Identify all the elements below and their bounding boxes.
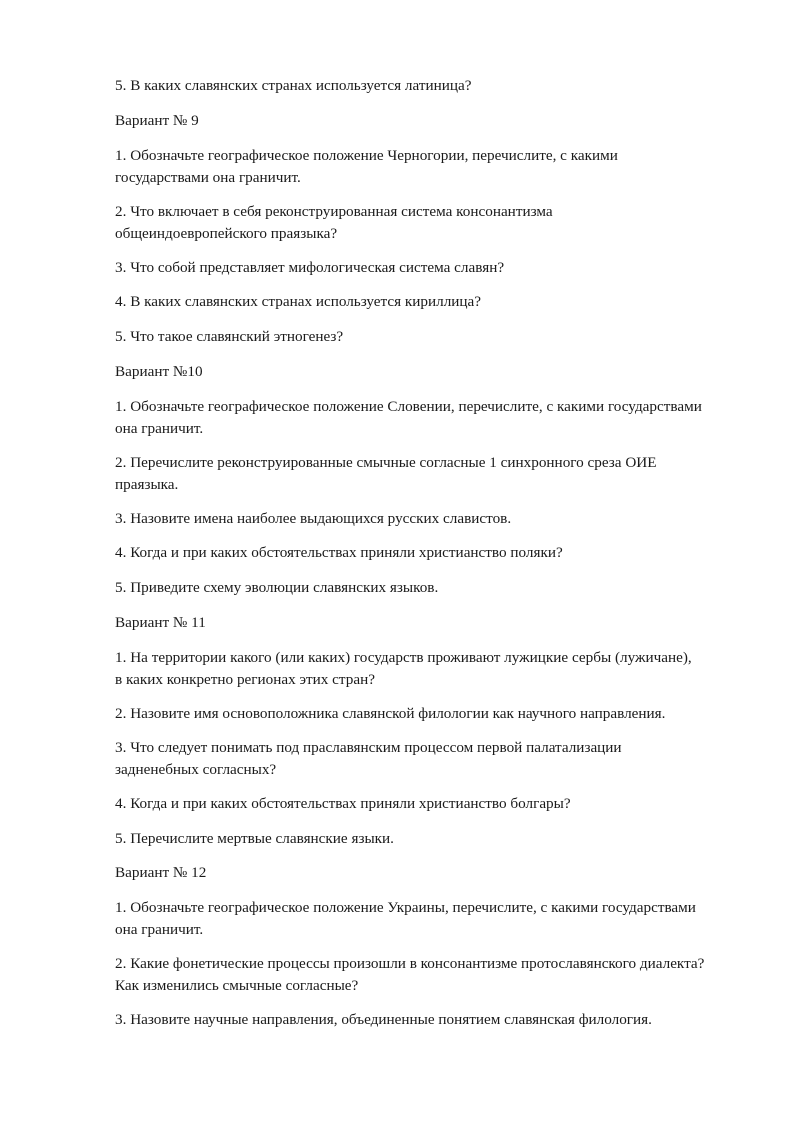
text-line: 3. Что собой представляет мифологическая система славян? [115,259,505,276]
variant-heading [115,361,765,383]
text-line: Вариант № 11 [115,614,206,631]
text-line: 5. Что такое славянский этногенез? [115,328,344,345]
text-line: 2. Назовите имя основоположника славянской филологии как научного направления. [115,705,666,722]
question-paragraph [115,897,765,941]
text-line: она граничит. [115,420,204,437]
variant-heading [115,110,765,132]
text-line: задненебных согласных? [115,761,277,778]
text-line: 3. Назовите имена наиболее выдающихся русских славистов. [115,510,512,527]
question-paragraph [115,647,765,691]
question-paragraph [115,257,765,279]
question-paragraph [115,291,765,313]
variant-heading [115,612,765,634]
text-line: 1. Обозначьте географическое положение Словении, перечислите, с какими государствами [115,398,702,415]
question-paragraph [115,542,765,564]
text-line: 5. Перечислите мертвые славянские языки. [115,830,394,847]
text-line: она граничит. [115,921,204,938]
question-paragraph [115,737,765,781]
question-paragraph [115,75,765,97]
question-paragraph [115,326,765,348]
text-line: Вариант № 9 [115,112,199,129]
text-line: 2. Что включает в себя реконструированная система консонантизма [115,203,553,220]
question-paragraph [115,201,765,245]
text-line: 5. Приведите схему эволюции славянских языков. [115,579,439,596]
text-line: 3. Что следует понимать под праславянским процессом первой палатализации [115,739,622,756]
text-line: 1. Обозначьте географическое положение Украины, перечислите, с какими государствами [115,899,696,916]
text-line: в каких конкретно регионах этих стран? [115,671,375,688]
text-line: 1. На территории какого (или каких) государств проживают лужицкие сербы (лужичане), [115,649,692,666]
text-line: 1. Обозначьте географическое положение Черногории, перечислите, с какими [115,147,618,164]
question-paragraph [115,953,765,997]
text-line: государствами она граничит. [115,169,301,186]
text-line: Вариант №10 [115,363,203,380]
variant-heading [115,862,765,884]
text-line: Как изменились смычные согласные? [115,977,359,994]
text-line: 4. Когда и при каких обстоятельствах приняли христианство поляки? [115,544,563,561]
text-line: 2. Перечислите реконструированные смычные согласные 1 синхронного среза ОИЕ [115,454,657,471]
question-paragraph [115,577,765,599]
question-paragraph [115,703,765,725]
text-line: Вариант № 12 [115,864,207,881]
question-paragraph [115,793,765,815]
question-paragraph [115,145,765,189]
question-paragraph [115,396,765,440]
text-line: 3. Назовите научные направления, объединенные понятием славянская филология. [115,1011,652,1028]
text-line: 2. Какие фонетические процессы произошли в консонантизме протославянского диалекта? [115,955,705,972]
text-line: 4. В каких славянских странах используется кириллица? [115,293,482,310]
question-paragraph [115,828,765,850]
text-line: общеиндоевропейского праязыка? [115,225,338,242]
question-paragraph [115,452,765,496]
text-line: праязыка. [115,476,179,493]
text-line: 5. В каких славянских странах используется латиница? [115,77,472,94]
text-line: 4. Когда и при каких обстоятельствах приняли христианство болгары? [115,795,571,812]
question-paragraph [115,508,765,530]
question-paragraph [115,1009,765,1031]
